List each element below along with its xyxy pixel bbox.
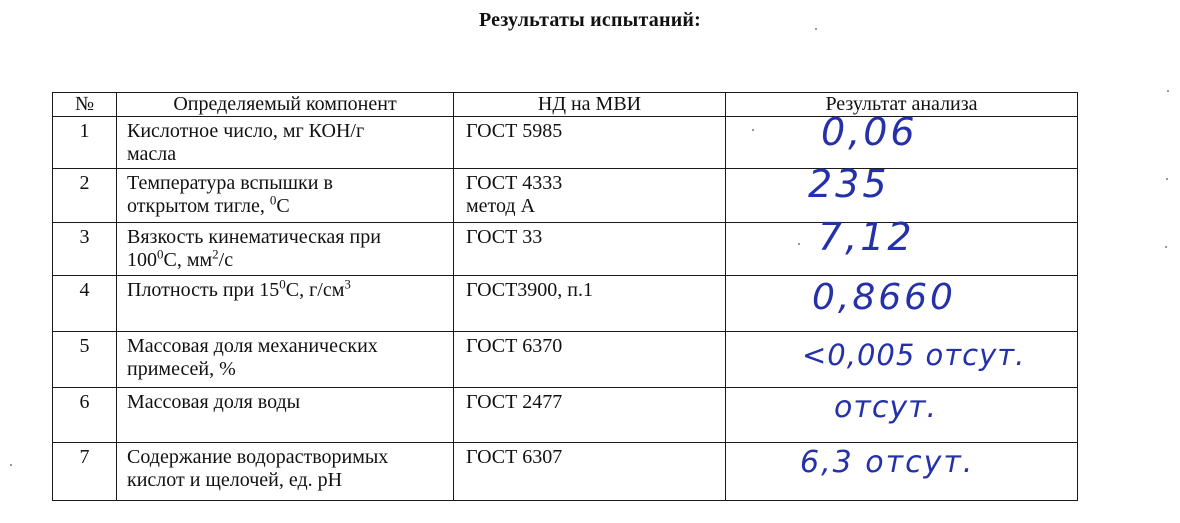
row-number: 3 [53, 223, 117, 276]
component-text: Содержание водорастворимых [127, 446, 389, 468]
component-cell [117, 388, 454, 443]
component-text: /с [218, 249, 234, 271]
result-cell [726, 388, 1078, 443]
table-row [53, 117, 1078, 169]
result-cell [726, 332, 1078, 388]
component-text: Температура вспышки в [127, 172, 333, 194]
table-row [53, 223, 1078, 276]
method-cell [454, 276, 726, 332]
handwritten-result: <0,005 отсут. [802, 338, 1026, 372]
results-table [52, 92, 1078, 501]
component-cell [117, 117, 454, 169]
component-text: Массовая доля механических [127, 335, 378, 357]
component-cell [117, 332, 454, 388]
component-text: С, мм [163, 249, 213, 271]
table-row [53, 443, 1078, 501]
header-component: Определяемый компонент [117, 93, 454, 117]
scan-speck [1166, 178, 1168, 180]
component-cell [117, 276, 454, 332]
table-row [53, 332, 1078, 388]
page-title: Результаты испытаний: [478, 9, 701, 31]
degree-superscript: 0 [269, 192, 277, 208]
method-text: ГОСТ 2477 [466, 391, 563, 413]
method-cell [454, 388, 726, 443]
scan-speck [1165, 246, 1167, 248]
scan-speck [10, 464, 12, 466]
method-text: ГОСТ 33 [466, 226, 543, 248]
component-text: С [276, 195, 290, 217]
row-number: 1 [53, 117, 117, 169]
method-text: ГОСТ 5985 [466, 120, 563, 142]
method-cell [454, 223, 726, 276]
component-text: примесей, % [127, 358, 236, 380]
component-cell [117, 169, 454, 223]
component-text: масла [127, 143, 177, 165]
component-text: открытом тигле, [127, 195, 270, 217]
component-text: Плотность при 15 [127, 279, 280, 301]
row-number: 5 [53, 332, 117, 388]
method-text: ГОСТ 6370 [466, 335, 563, 357]
method-text: ГОСТ3900, п.1 [466, 279, 594, 301]
unit-superscript: 2 [212, 246, 219, 262]
handwritten-result: 6,3 отсут. [800, 445, 975, 480]
unit-superscript: 3 [344, 276, 351, 292]
row-number: 7 [53, 443, 117, 501]
table-row [53, 276, 1078, 332]
component-text: Кислотное число, мг КОН/г [127, 120, 365, 142]
component-text: кислот и щелочей, ед. pH [127, 469, 343, 491]
degree-superscript: 0 [157, 246, 164, 262]
handwritten-result: 235 [808, 162, 890, 206]
header-method: НД на МВИ [454, 93, 726, 117]
handwritten-result: отсут. [834, 390, 938, 425]
result-cell [726, 110, 1078, 169]
method-cell [454, 332, 726, 388]
handwritten-result: 7,12 [818, 215, 915, 259]
scan-speck [798, 243, 800, 245]
row-number: 6 [53, 388, 117, 443]
method-cell [454, 169, 726, 223]
method-text: метод А [466, 195, 536, 217]
row-number: 4 [53, 276, 117, 332]
table-header-row [53, 93, 1078, 117]
scan-speck [752, 129, 754, 131]
result-cell [726, 215, 1078, 276]
component-text: С, г/см [285, 279, 345, 301]
scan-speck [1167, 90, 1169, 92]
result-cell [726, 443, 1078, 501]
scan-speck [815, 28, 817, 30]
method-cell [454, 117, 726, 169]
table-row [53, 388, 1078, 443]
component-text: Вязкость кинематическая при [127, 226, 381, 248]
method-text: ГОСТ 4333 [466, 172, 563, 194]
row-number: 2 [53, 169, 117, 223]
handwritten-result: 0,06 [821, 110, 918, 154]
result-cell [726, 276, 1078, 332]
component-text: Массовая доля воды [127, 391, 301, 413]
header-number: № [53, 93, 117, 117]
table-row [53, 169, 1078, 223]
header-result: Результат анализа [726, 93, 1078, 117]
component-cell [117, 223, 454, 276]
method-text: ГОСТ 6307 [466, 446, 563, 468]
component-text: 100 [127, 249, 157, 271]
degree-superscript: 0 [279, 276, 286, 292]
method-cell [454, 443, 726, 501]
component-cell [117, 443, 454, 501]
handwritten-result: 0,8660 [812, 277, 956, 318]
